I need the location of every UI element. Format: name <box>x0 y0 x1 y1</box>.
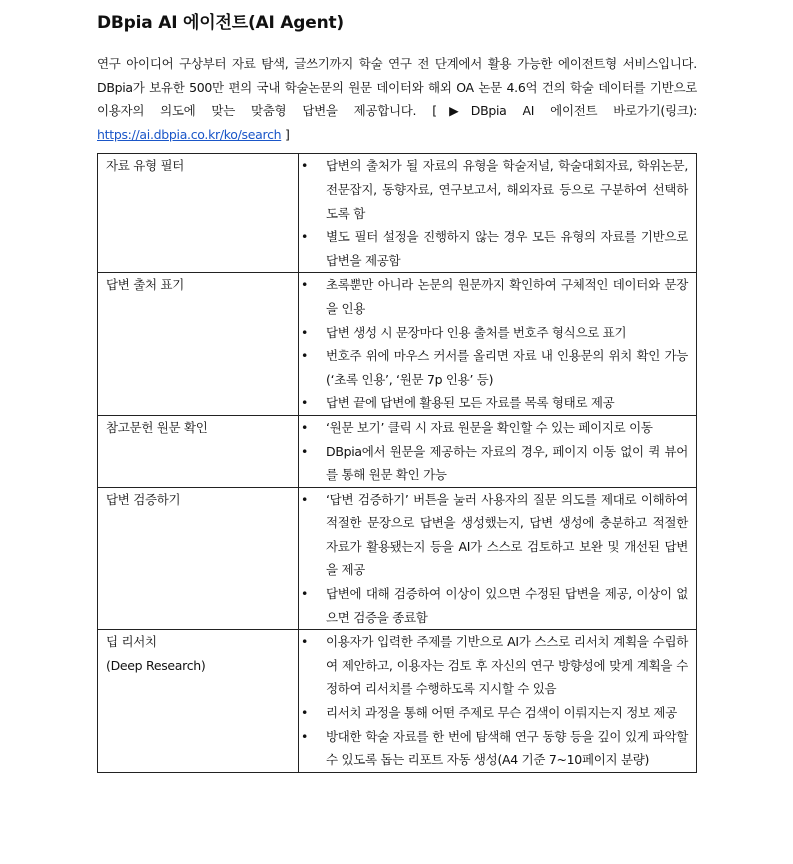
feature-row <box>98 273 697 416</box>
feature-description-cell <box>299 273 697 416</box>
feature-label-cell <box>98 154 299 273</box>
feature-label: 답변 검증하기 <box>106 491 181 507</box>
document-page <box>97 12 697 773</box>
feature-description-cell <box>299 487 697 630</box>
feature-label-cell <box>98 487 299 630</box>
intro-paragraph <box>97 52 697 146</box>
feature-description-cell <box>299 630 697 773</box>
feature-bullet: • DBpia에서 원문을 제공하는 자료의 경우, 페이지 이동 없이 퀵 뷰어를 통해 원문 확인 가능 <box>299 440 688 487</box>
feature-bullet-list <box>299 416 688 487</box>
feature-row <box>98 630 697 773</box>
feature-row <box>98 415 697 487</box>
feature-row <box>98 154 697 273</box>
feature-bullet: • 답변 생성 시 문장마다 인용 출처를 번호주 형식으로 표기 <box>299 321 688 345</box>
feature-bullet: • 답변의 출처가 될 자료의 유형을 학술저널, 학술대회자료, 학위논문, 전문잡지, 동향자료, 연구보고서, 해외자료 등으로 구분하여 선택하도록 함 <box>299 154 688 225</box>
feature-table <box>97 153 697 772</box>
feature-bullet: • 별도 필터 설정을 진행하지 않는 경우 모든 유형의 자료를 기반으로 답변을 제공함 <box>299 225 688 272</box>
dbpia-agent-link[interactable]: https://ai.dbpia.co.kr/ko/search <box>97 126 282 142</box>
feature-bullet: • 리서치 과정을 통해 어떤 주제로 무슨 검색이 이뤄지는지 정보 제공 <box>299 701 688 725</box>
feature-bullet: • 초록뿐만 아니라 논문의 원문까지 확인하여 구체적인 데이터와 문장을 인용 <box>299 273 688 320</box>
feature-bullet: • 번호주 위에 마우스 커서를 올리면 자료 내 인용문의 위치 확인 가능(‘초록 인용’, ‘원문 7p 인용’ 등) <box>299 344 688 391</box>
intro-text: 연구 아이디어 구상부터 자료 탐색, 글쓰기까지 학술 연구 전 단계에서 활용 가능한 에이전트형 서비스입니다. DBpia가 보유한 500만 편의 국내 학술논문의 원문 데이터와 해외 OA 논문 4.6억 건의 학술 데이터를 기반으로 이용자의 의도에 맞는 맞춤형 답변을 제공합니다. [▶DBpia AI 에이전트 바로가기(링크): <box>97 56 697 119</box>
feature-row <box>98 487 697 630</box>
feature-label-cell <box>98 630 299 773</box>
feature-bullet-list <box>299 488 688 630</box>
feature-bullet: • ‘원문 보기’ 클릭 시 자료 원문을 확인할 수 있는 페이지로 이동 <box>299 416 688 440</box>
document-title: DBpia AI 에이전트(AI Agent) <box>97 13 344 33</box>
intro-closing: ] <box>281 126 290 142</box>
feature-label: (Deep Research) <box>106 657 206 673</box>
feature-label: 자료 유형 필터 <box>106 158 184 174</box>
feature-label-cell <box>98 273 299 416</box>
feature-bullet: • ‘답변 검증하기’ 버튼을 눌러 사용자의 질문 의도를 제대로 이해하여 적절한 문장으로 답변을 생성했는지, 답변 생성에 충분하고 적절한 자료가 활용됐는지 등을 AI가 스스로 검토하고 보완 및 개선된 답변을 제공 <box>299 488 688 582</box>
feature-bullet: • 이용자가 입력한 주제를 기반으로 AI가 스스로 리서치 계획을 수립하여 제안하고, 이용자는 검토 후 자신의 연구 방향성에 맞게 계획을 수정하여 리서치를 수행하도록 지시할 수 있음 <box>299 630 688 701</box>
feature-description-cell <box>299 154 697 273</box>
feature-bullet: • 답변 끝에 답변에 활용된 모든 자료를 목록 형태로 제공 <box>299 391 688 415</box>
feature-bullet: • 답변에 대해 검증하여 이상이 있으면 수정된 답변을 제공, 이상이 없으면 검증을 종료함 <box>299 582 688 629</box>
feature-bullet-list <box>299 630 688 772</box>
feature-bullet: • 방대한 학술 자료를 한 번에 탐색해 연구 동향 등을 깊이 있게 파악할 수 있도록 돕는 리포트 자동 생성(A4 기준 7~10페이지 분량) <box>299 725 688 772</box>
feature-label: 딥 리서치 <box>106 634 157 650</box>
feature-bullet-list <box>299 154 688 272</box>
feature-label-cell <box>98 415 299 487</box>
feature-label: 답변 출처 표기 <box>106 277 184 293</box>
feature-label: 참고문헌 원문 확인 <box>106 419 208 435</box>
feature-bullet-list <box>299 273 688 415</box>
feature-description-cell <box>299 415 697 487</box>
